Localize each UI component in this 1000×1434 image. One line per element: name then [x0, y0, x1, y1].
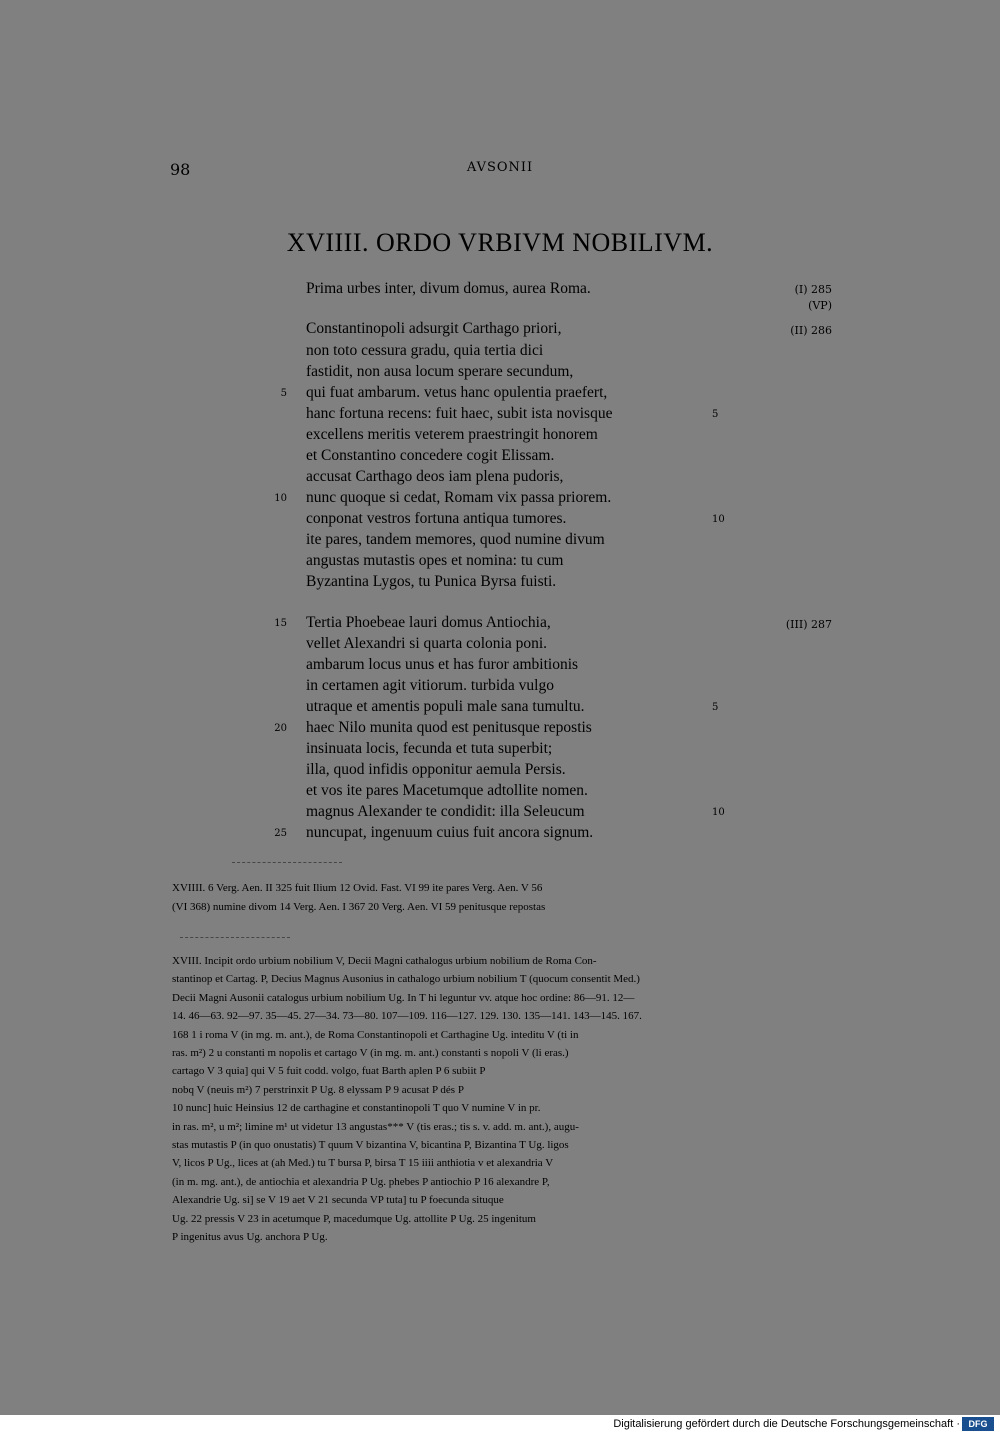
verse-line: Byzantina Lygos, tu Punica Byrsa fuisti. — [306, 573, 557, 590]
verse-line: utraque et amentis populi male sana tumultu. — [306, 698, 585, 715]
line-number: 10 — [274, 493, 287, 504]
funding-notice: Digitalisierung gefördert durch die Deutsche Forschungsgemeinschaft · — [613, 1418, 960, 1430]
verse-line: nuncupat, ingenuum cuius fuit ancora signum. — [306, 824, 594, 841]
verse-line: ambarum locus unus et has furor ambitionis — [306, 656, 579, 673]
marginal-reference: (III) 287 — [785, 618, 832, 631]
apparatus-line: Decii Magni Ausonii catalogus urbium nobilium Ug. In T hi leguntur vv. atque hoc ordine: 86—91. 12— — [172, 991, 635, 1004]
apparatus-line: 10 nunc] huic Heinsius 12 de carthagine et constantinopoli T quo V numine V in pr. — [172, 1102, 541, 1115]
verse-line: in certamen agit vitiorum. turbida vulgo — [306, 677, 554, 694]
verse-line: et vos ite pares Macetumque adtollite nomen. — [306, 782, 588, 799]
apparatus-line: ras. m²) 2 u constanti m nopolis et cartago V (in mg. m. ant.) constanti s nopoli V (li eras.) — [172, 1047, 569, 1059]
apparatus-line: (in m. mg. ant.), de antiochia et alexandria P Ug. phebes P antiochio P 16 alexandre P, — [172, 1175, 550, 1188]
apparatus-line: P ingenitus avus Ug. anchora P Ug. — [172, 1231, 328, 1243]
line-number: 5 — [280, 388, 287, 399]
verse-line: illa, quod infidis opponitur aemula Persis. — [306, 761, 566, 778]
apparatus-line: cartago V 3 quia] qui V 5 fuit codd. volgo, fuat Barth aplen P 6 subiit P — [172, 1065, 486, 1078]
verse-line: vellet Alexandri si quarta colonia poni. — [306, 635, 548, 652]
line-number: 15 — [274, 618, 287, 629]
apparatus-line: stas mutastis P (in quo onustatis) T quum V bizantina V, bicantina P, Bizantina T Ug. ligos — [172, 1139, 569, 1151]
line-number: 20 — [274, 723, 287, 734]
verse-line: excellens meritis veterem praestringit honorem — [306, 426, 598, 443]
apparatus-line: XVIII. Incipit ordo urbium nobilium V, Decii Magni cathalogus urbium nobilium de Roma Con- — [172, 955, 597, 967]
line-number: 10 — [712, 807, 725, 818]
marginal-reference: (I) 285 — [794, 283, 832, 296]
apparatus-line: 168 1 i roma V (in mg. m. ant.), de Roma Constantinopoli et Carthagine Ug. inteditu V (ti in — [172, 1028, 579, 1041]
apparatus-line: V, licos P Ug., lices at (ah Med.) tu T bursa P, birsa T 15 iiii anthiotia v et alexandria V — [172, 1157, 554, 1170]
apparatus-separator — [180, 937, 290, 938]
apparatus-line: nobq V (neuis m²) 7 perstrinxit P Ug. 8 elyssam P 9 acusat P dés P — [172, 1083, 464, 1096]
verse-line: accusat Carthago deos iam plena pudoris, — [306, 468, 564, 485]
apparatus-line: Ug. 22 pressis V 23 in acetumque P, macedumque Ug. attollite P Ug. 25 ingenitum — [172, 1212, 536, 1225]
line-number: 25 — [274, 828, 287, 839]
verse-line: insinuata locis, fecunda et tuta superbit; — [306, 740, 553, 757]
footer-bar — [0, 1415, 1000, 1434]
verse-line: nunc quoque si cedat, Romam vix passa priorem. — [306, 489, 612, 506]
verse-line: non toto cessura gradu, quia tertia dici — [306, 342, 544, 359]
verse-line: Prima urbes inter, divum domus, aurea Roma. — [306, 280, 591, 297]
marginal-reference: (VP) — [808, 299, 832, 312]
line-number: 5 — [712, 409, 719, 420]
marginal-reference: (II) 286 — [790, 324, 832, 337]
page-number: 98 — [170, 160, 191, 179]
verse-line: ite pares, tandem memores, quod numine divum — [306, 531, 605, 548]
source-note-line: XVIIII. 6 Verg. Aen. II 325 fuit Ilium 12 Ovid. Fast. VI 99 ite pares Verg. Aen. V 56 — [172, 882, 543, 894]
verse-line: magnus Alexander te condidit: illa Seleucum — [306, 803, 585, 820]
poem-title: XVIIII. ORDO VRBIVM NOBILIVM. — [286, 228, 714, 257]
verse-line: hanc fortuna recens: fuit haec, subit ista novisque — [306, 405, 613, 422]
verse-line: Tertia Phoebeae lauri domus Antiochia, — [306, 614, 551, 631]
verse-line: qui fuat ambarum. vetus hanc opulentia praefert, — [306, 384, 608, 401]
verse-line: fastidit, non ausa locum sperare secundum, — [306, 363, 574, 380]
verse-line: et Constantino concedere cogit Elissam. — [306, 447, 555, 464]
verse-line: angustas mutastis opes et nomina: tu cum — [306, 552, 564, 569]
line-number: 5 — [712, 702, 719, 713]
apparatus-line: stantinop et Cartag. P, Decius Magnus Ausonius in cathalogo urbium nobilium T (quocum consentit Med.) — [172, 973, 640, 986]
verse-line: haec Nilo munita quod est penitusque repostis — [306, 719, 592, 736]
line-number: 10 — [712, 514, 725, 525]
verse-line: Constantinopoli adsurgit Carthago priori, — [306, 320, 562, 337]
running-head — [170, 160, 830, 180]
notes-separator — [232, 862, 342, 863]
verse-line: conponat vestros fortuna antiqua tumores. — [306, 510, 567, 527]
apparatus-line: 14. 46—63. 92—97. 35—45. 27—34. 73—80. 107—109. 116—127. 129. 130. 135—141. 143—145. 167. — [172, 1010, 642, 1023]
dfg-logo: DFG — [962, 1417, 994, 1431]
apparatus-line: in ras. m², u m²; limine m¹ ut videtur 13 angustas*** V (tis eras.; tis s. v. add. m. ant.), augu- — [172, 1120, 579, 1133]
source-note-line: (VI 368) numine divom 14 Verg. Aen. I 367 20 Verg. Aen. VI 59 penitusque repostas — [172, 901, 546, 913]
running-title: AVSONII — [466, 160, 534, 175]
apparatus-line: Alexandrie Ug. si] se V 19 aet V 21 secunda VP tuta] tu P foecunda situque — [172, 1194, 504, 1207]
